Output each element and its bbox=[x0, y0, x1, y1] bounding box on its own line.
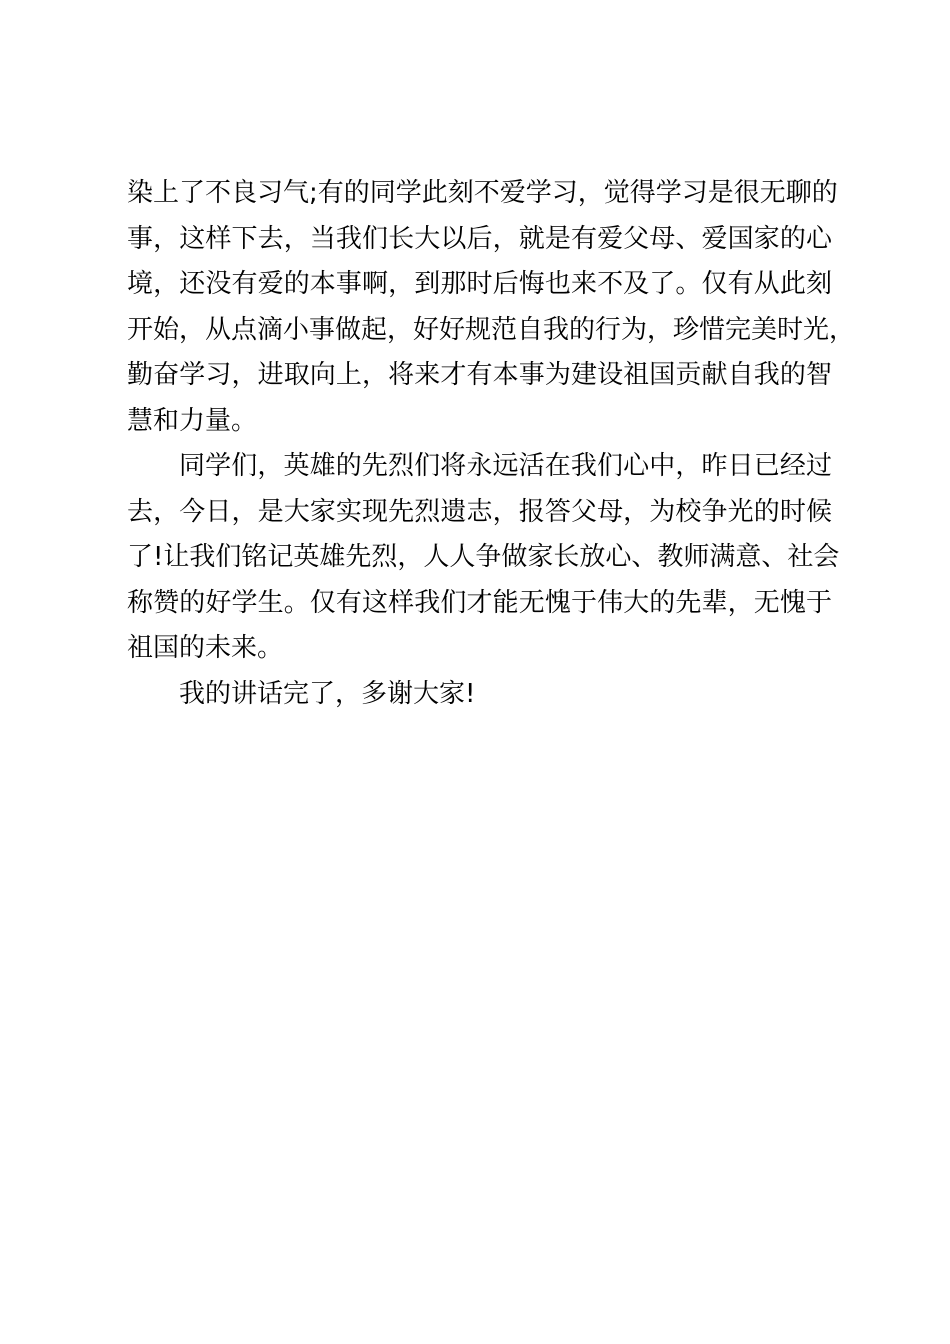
paragraph-line: 事，这样下去，当我们长大以后，就是有爱父母、爱国家的心 bbox=[127, 223, 832, 254]
paragraph-line: 我的讲话完了，多谢大家! bbox=[179, 678, 476, 709]
paragraph-line: 境，还没有爱的本事啊，到那时后悔也来不及了。仅有从此刻 bbox=[127, 269, 832, 299]
paragraph-line: 勤奋学习，进取向上，将来才有本事为建设祖国贡献自我的智 bbox=[127, 360, 832, 390]
paragraph-line: 开始，从点滴小事做起，好好规范自我的行为，珍惜完美时光， bbox=[127, 314, 856, 345]
paragraph-line: 祖国的未来。 bbox=[127, 633, 284, 663]
paragraph-line: 称赞的好学生。仅有这样我们才能无愧于伟大的先辈，无愧于 bbox=[127, 587, 832, 618]
paragraph-line: 同学们，英雄的先烈们将永远活在我们心中，昨日已经过 bbox=[179, 451, 832, 481]
paragraph-line: 去，今日，是大家实现先烈遗志，报答父母，为校争光的时候 bbox=[127, 496, 832, 527]
paragraph-line: 了!让我们铭记英雄先烈，人人争做家长放心、教师满意、社会 bbox=[127, 542, 840, 572]
paragraph-1 bbox=[127, 171, 856, 444]
paragraph-line: 慧和力量。 bbox=[127, 405, 258, 436]
paragraph-2 bbox=[127, 444, 840, 672]
document-body bbox=[127, 171, 856, 717]
paragraph-line: 染上了不良习气;有的同学此刻不爱学习，觉得学习是很无聊的 bbox=[127, 178, 838, 208]
paragraph-3 bbox=[127, 672, 832, 718]
